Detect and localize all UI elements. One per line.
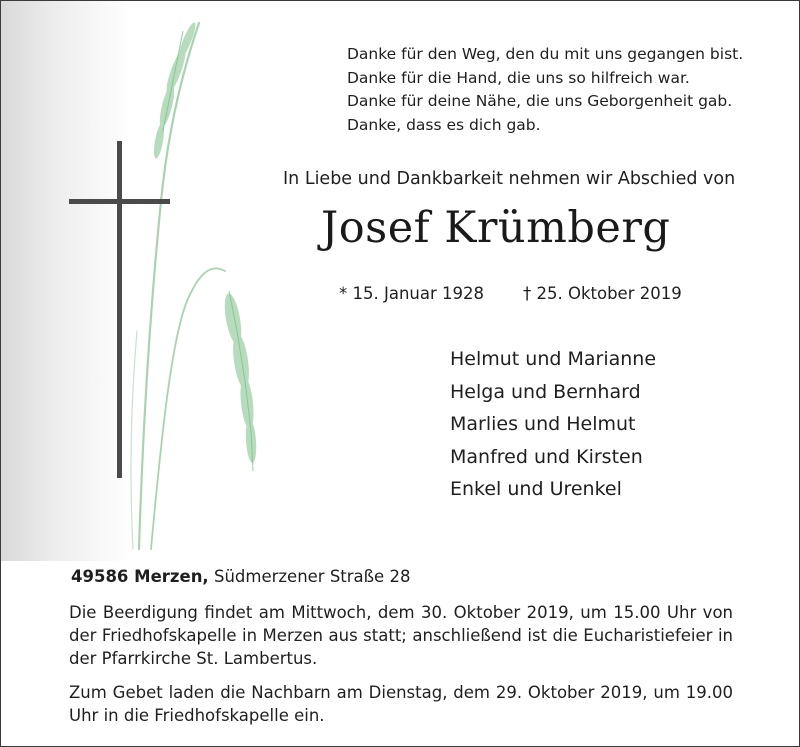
birth-date: * 15. Januar 1928 [339, 284, 485, 303]
poem-line: Danke für die Hand, die uns so hilfreich war. [347, 68, 690, 87]
family-member: Enkel und Urenkel [450, 478, 622, 500]
address [71, 567, 410, 586]
family-member: Helga und Bernhard [450, 380, 641, 403]
funeral-info: Die Beerdigung findet am Mittwoch, dem 30. Oktober 2019, um 15.00 Uhr von der Friedhofskapelle in Merzen aus statt; anschließend ist die Eucharistiefeier in der Pfarrkirche St. Lambertus. [69, 603, 733, 668]
family-member: Marlies und Helmut [450, 413, 636, 435]
family-member: Helmut und Marianne [450, 348, 657, 370]
intro-text: In Liebe und Dankbarkeit nehmen wir Abschied von [283, 169, 736, 189]
death-date: † 25. Oktober 2019 [523, 284, 682, 303]
cross-icon [1, 1, 301, 561]
address-city: 49586 Merzen, [71, 567, 209, 586]
address-street: Südmerzener Straße 28 [213, 567, 411, 586]
poem-line: Danke für deine Nähe, die uns Geborgenheit gab. [347, 92, 733, 110]
family-member: Manfred und Kirsten [450, 445, 643, 468]
deceased-name: Josef Krümberg [321, 203, 671, 253]
poem-line: Danke für den Weg, den du mit uns gegangen bist. [347, 45, 744, 63]
poem-line: Danke, dass es dich gab. [347, 115, 541, 134]
family-list [450, 343, 656, 506]
prayer-info: Zum Gebet laden die Nachbarn am Dienstag, dem 29. Oktober 2019, um 19.00 Uhr in die Friedhofskapelle ein. [69, 683, 733, 725]
poem [347, 43, 743, 137]
